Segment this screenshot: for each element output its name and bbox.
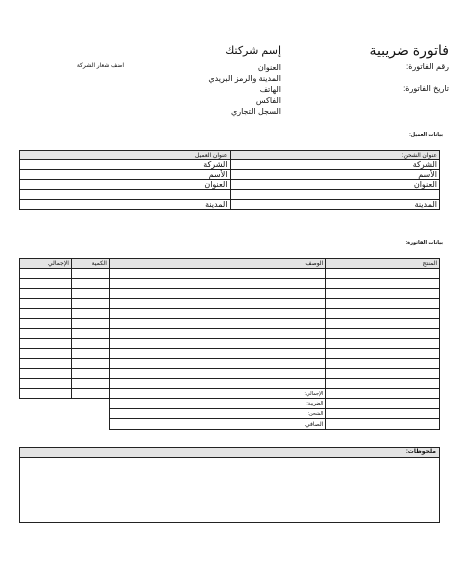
- ship-to-header: عنوان العميل: [20, 151, 231, 160]
- cell-description[interactable]: [109, 319, 325, 329]
- cell-total[interactable]: [20, 299, 72, 309]
- cell-total[interactable]: [20, 329, 72, 339]
- cell-total[interactable]: [20, 339, 72, 349]
- ship-to-address-2[interactable]: [20, 190, 231, 200]
- cell-product[interactable]: [326, 339, 440, 349]
- cell-description[interactable]: [109, 279, 325, 289]
- ship-to-company[interactable]: الشركة: [20, 160, 231, 170]
- invoice-section-label: بيانات الفاتورة:: [405, 240, 443, 246]
- cell-total[interactable]: [20, 269, 72, 279]
- cell-description[interactable]: [109, 379, 325, 389]
- table-row[interactable]: [20, 379, 440, 389]
- bill-to-address-2[interactable]: [230, 190, 440, 200]
- summary-value-tax[interactable]: [326, 399, 440, 409]
- table-row[interactable]: [20, 299, 440, 309]
- cell-product[interactable]: [326, 359, 440, 369]
- cell-total[interactable]: [20, 289, 72, 299]
- cell-total[interactable]: [20, 319, 72, 329]
- cell-quantity[interactable]: [71, 379, 109, 389]
- client-section-label: بيانات العميل:: [409, 132, 443, 138]
- cell-quantity[interactable]: [71, 279, 109, 289]
- cell-quantity[interactable]: [71, 359, 109, 369]
- bill-to-name[interactable]: الأسم: [230, 170, 440, 180]
- cell-quantity[interactable]: [71, 349, 109, 359]
- summary-label-net: الصافي: [110, 419, 326, 430]
- company-cr: السجل التجاري: [230, 107, 281, 116]
- column-quantity: الكمية: [71, 259, 109, 269]
- invoice-number-label: رقم الفاتورة:: [405, 62, 449, 71]
- cell-description[interactable]: [109, 329, 325, 339]
- table-row[interactable]: [20, 339, 440, 349]
- summary-value-shipping[interactable]: [326, 409, 440, 419]
- ship-to-name[interactable]: الأسم: [20, 170, 231, 180]
- summary-label-tax: الضريبة:: [110, 399, 326, 409]
- ship-to-city[interactable]: المدينة: [20, 200, 231, 210]
- table-row[interactable]: [20, 329, 440, 339]
- notes-box[interactable]: [19, 447, 440, 523]
- cell-description[interactable]: [109, 359, 325, 369]
- ship-to-address[interactable]: العنوان: [20, 180, 231, 190]
- cell-product[interactable]: [326, 319, 440, 329]
- company-name: إسم شركتك: [225, 45, 281, 57]
- cell-quantity[interactable]: [71, 289, 109, 299]
- table-row[interactable]: [20, 369, 440, 379]
- cell-total[interactable]: [20, 369, 72, 379]
- cell-product[interactable]: [326, 379, 440, 389]
- bill-to-company[interactable]: الشركة: [230, 160, 440, 170]
- cell-product[interactable]: [326, 269, 440, 279]
- client-table: [19, 150, 440, 210]
- cell-total[interactable]: [20, 359, 72, 369]
- cell-description[interactable]: [109, 309, 325, 319]
- cell-total[interactable]: [20, 279, 72, 289]
- logo-placeholder: اضف شعار الشركة: [76, 63, 124, 69]
- table-row[interactable]: [20, 359, 440, 369]
- cell-product[interactable]: [326, 289, 440, 299]
- notes-label: ملحوظات:: [20, 448, 439, 458]
- cell-product[interactable]: [326, 329, 440, 339]
- cell-quantity[interactable]: [71, 389, 109, 399]
- invoice-items-table: [19, 258, 440, 399]
- company-fax: الفاكس: [255, 96, 281, 105]
- invoice-date-label: تاريخ الفاتورة:: [403, 84, 449, 93]
- table-row[interactable]: [20, 349, 440, 359]
- cell-product[interactable]: [326, 299, 440, 309]
- cell-quantity[interactable]: [71, 299, 109, 309]
- cell-description[interactable]: [109, 269, 325, 279]
- summary-label-shipping: الشحن:: [110, 409, 326, 419]
- cell-quantity[interactable]: [71, 329, 109, 339]
- table-row[interactable]: [20, 289, 440, 299]
- cell-product[interactable]: [326, 279, 440, 289]
- company-phone: الهاتف: [259, 85, 281, 94]
- cell-total[interactable]: [20, 349, 72, 359]
- table-row[interactable]: [20, 279, 440, 289]
- cell-total[interactable]: [20, 309, 72, 319]
- table-row[interactable]: [20, 319, 440, 329]
- summary-value-net[interactable]: [326, 419, 440, 430]
- summary-value-subtotal[interactable]: [326, 389, 440, 399]
- column-product: المنتج: [326, 259, 440, 269]
- column-description: الوصف: [109, 259, 325, 269]
- column-total: الإجمالي: [20, 259, 72, 269]
- cell-description[interactable]: [109, 349, 325, 359]
- cell-description[interactable]: [109, 339, 325, 349]
- cell-product[interactable]: [326, 369, 440, 379]
- invoice-title: فاتورة ضريبية: [369, 42, 449, 58]
- summary-label-subtotal: الإجمالي:: [110, 389, 326, 399]
- cell-quantity[interactable]: [71, 269, 109, 279]
- cell-quantity[interactable]: [71, 319, 109, 329]
- summary-table: [109, 388, 440, 430]
- table-row[interactable]: [20, 269, 440, 279]
- cell-quantity[interactable]: [71, 339, 109, 349]
- table-row[interactable]: [20, 309, 440, 319]
- bill-to-header: عنوان الشحن:: [230, 151, 440, 160]
- cell-description[interactable]: [109, 299, 325, 309]
- cell-description[interactable]: [109, 369, 325, 379]
- cell-product[interactable]: [326, 349, 440, 359]
- cell-quantity[interactable]: [71, 369, 109, 379]
- company-address: العنوان: [257, 63, 281, 72]
- cell-product[interactable]: [326, 309, 440, 319]
- bill-to-city[interactable]: المدينة: [230, 200, 440, 210]
- company-city-zip: المدينة والرمز البريدي: [208, 74, 281, 83]
- bill-to-address[interactable]: العنوان: [230, 180, 440, 190]
- company-details: [208, 62, 281, 117]
- cell-description[interactable]: [109, 289, 325, 299]
- cell-quantity[interactable]: [71, 309, 109, 319]
- cell-total[interactable]: [20, 389, 72, 399]
- cell-total[interactable]: [20, 379, 72, 389]
